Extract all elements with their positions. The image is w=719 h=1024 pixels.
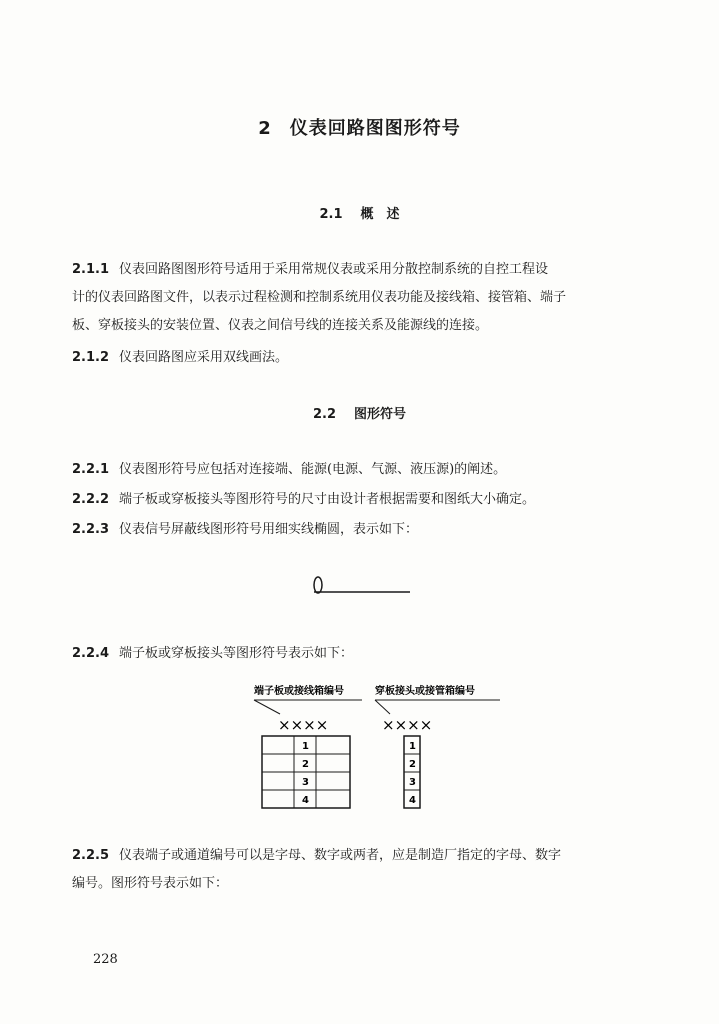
bulkhead-number: 3 [409, 777, 416, 788]
paragraph-number: 2.2.2 [72, 492, 110, 507]
bulkhead-number: 2 [409, 759, 416, 770]
paragraph-number: 2.2.3 [72, 522, 110, 537]
section-title-text: 概 述 [360, 207, 400, 222]
terminal-board-figure [250, 680, 520, 815]
page-number: 228 [93, 952, 118, 967]
terminal-number: 4 [302, 795, 309, 806]
paragraph-text: 端子板或穿板接头等图形符号的尺寸由设计者根据需要和图纸大小确定。 [119, 492, 536, 507]
paragraph-2-2-3 [72, 516, 640, 544]
terminal-marks: ×××× [278, 716, 329, 734]
section-2-1-title [0, 203, 719, 222]
paragraph-2-2-4 [72, 640, 640, 668]
paragraph-text: 端子板或穿板接头等图形符号表示如下： [119, 646, 354, 661]
paragraph-line: 板、穿板接头的安装位置、仪表之间信号线的连接关系及能源线的连接。 [72, 318, 489, 333]
chapter-title-text: 仪表回路图图形符号 [289, 118, 461, 139]
paragraph-line: 仪表回路图图形符号适用于采用常规仪表或采用分散控制系统的自控工程设 [119, 262, 549, 277]
bulkhead-number: 1 [409, 741, 416, 752]
paragraph-text: 仪表图形符号应包括对连接端、能源(电源、气源、液压源)的阐述。 [119, 462, 507, 477]
section-number: 2.2 [312, 407, 336, 422]
paragraph-number: 2.1.2 [72, 350, 110, 365]
chapter-title [0, 114, 719, 140]
chapter-number: 2 [258, 118, 272, 139]
terminal-board-label: 端子板或接线箱编号 [254, 686, 344, 697]
right-leader-line [375, 700, 390, 714]
paragraph-number: 2.2.5 [72, 848, 110, 863]
bulkhead-number: 4 [409, 795, 416, 806]
section-2-2-title [0, 403, 719, 422]
bulkhead-label: 穿板接头或接管箱编号 [375, 686, 475, 697]
shield-ellipse [314, 577, 322, 593]
paragraph-number: 2.2.1 [72, 462, 110, 477]
paragraph-line: 编号。图形符号表示如下： [72, 876, 229, 891]
terminal-number: 2 [302, 759, 309, 770]
section-number: 2.1 [319, 207, 343, 222]
bulkhead-marks: ×××× [382, 716, 433, 734]
terminal-number: 3 [302, 777, 309, 788]
paragraph-number: 2.1.1 [72, 262, 110, 277]
paragraph-text: 仪表回路图应采用双线画法。 [119, 350, 289, 365]
terminal-number: 1 [302, 741, 309, 752]
left-leader-line [254, 700, 280, 714]
paragraph-text: 仪表信号屏蔽线图形符号用细实线椭圆，表示如下： [119, 522, 419, 537]
paragraph-2-1-2 [72, 344, 640, 372]
paragraph-line: 仪表端子或通道编号可以是字母、数字或两者，应是制造厂指定的字母、数字 [119, 848, 562, 863]
paragraph-2-1-1 [72, 256, 640, 340]
paragraph-2-2-5 [72, 842, 640, 898]
section-title-text: 图形符号 [354, 407, 407, 422]
shield-line-symbol [300, 570, 420, 600]
paragraph-number: 2.2.4 [72, 646, 110, 661]
paragraph-2-2-1 [72, 456, 640, 484]
paragraph-line: 计的仪表回路图文件，以表示过程检测和控制系统用仪表功能及接线箱、接管箱、端子 [72, 290, 567, 305]
paragraph-2-2-2 [72, 486, 640, 514]
